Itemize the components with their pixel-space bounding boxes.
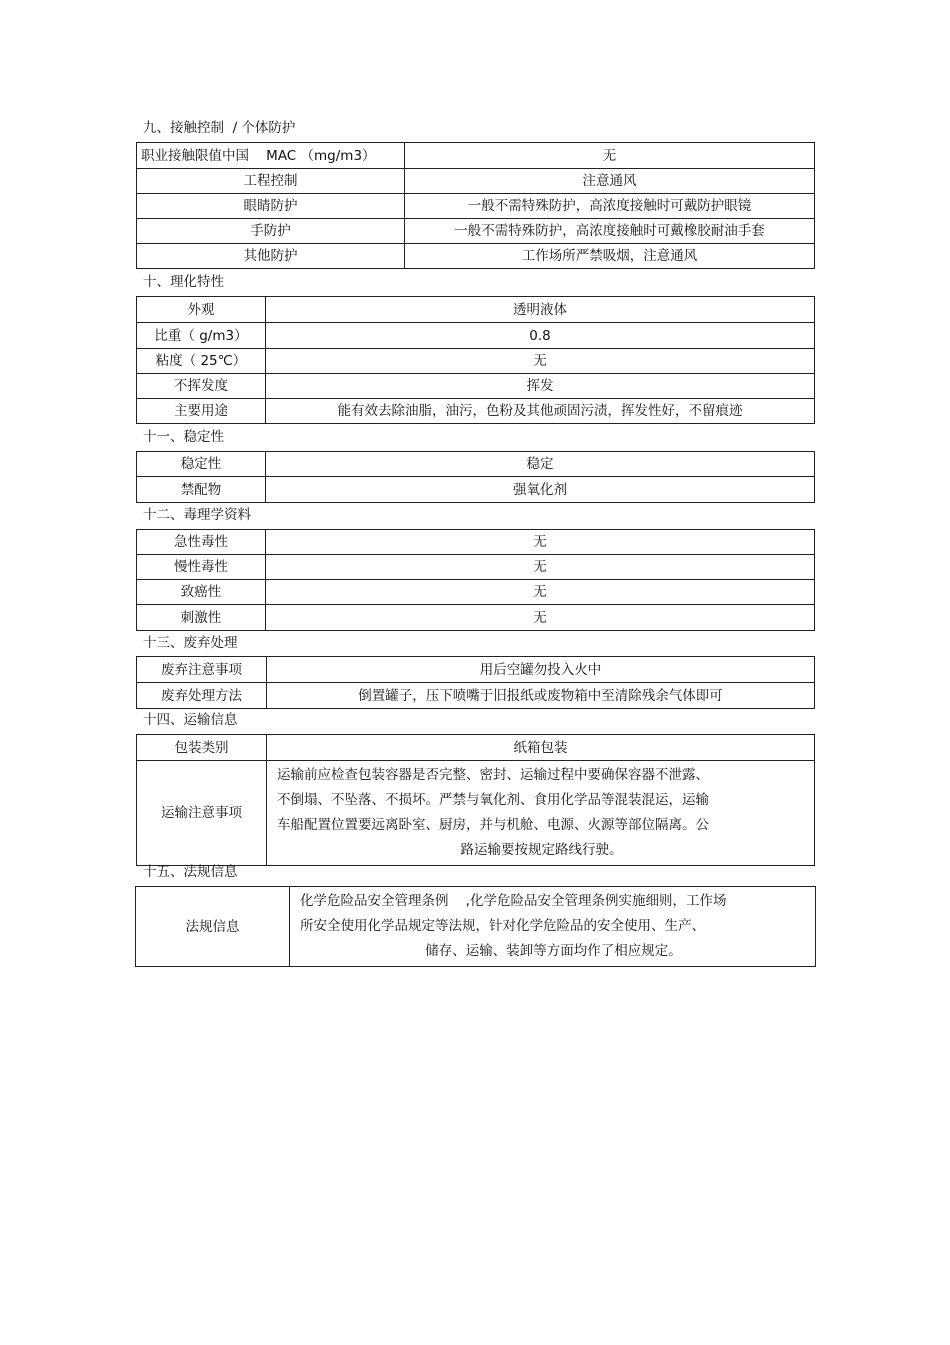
section-title-disposal: 十三、废弃处理 (143, 635, 238, 651)
physical-chemical-table (136, 296, 815, 424)
transport-table (136, 734, 815, 866)
text-line: 车船配置位置要远离卧室、厨房，并与机舱、电源、火源等部位隔离。公 (277, 817, 709, 833)
row-value: 无 (405, 143, 815, 169)
contact-control-table (136, 142, 815, 269)
text-line: 运输前应检查包装容器是否完整、密封、运输过程中要确保容器不泄露、 (277, 767, 709, 783)
row-label: 致癌性 (137, 580, 266, 605)
stability-table (136, 451, 815, 503)
section-title-regulations: 十五、法规信息 (143, 864, 238, 880)
row-label: 刺激性 (137, 605, 266, 631)
row-label: 工程控制 (137, 169, 405, 194)
row-label: 急性毒性 (137, 530, 266, 555)
section-title-physical-chemical: 十、理化特性 (143, 274, 224, 290)
table-row (137, 530, 815, 555)
row-label: 职业接触限值中国 MAC （mg/m3） (137, 143, 405, 169)
row-value: 一般不需特殊防护，高浓度接触时可戴橡胶耐油手套 (405, 219, 815, 244)
table-row (137, 297, 815, 323)
row-value: 稳定 (266, 452, 815, 477)
row-label: 手防护 (137, 219, 405, 244)
table-row (137, 452, 815, 477)
row-label: 慢性毒性 (137, 555, 266, 580)
row-label: 包装类别 (137, 735, 267, 761)
row-label: 废弃注意事项 (137, 657, 267, 683)
table-row (136, 887, 816, 967)
section-title-contact-control: 九、接触控制 / 个体防护 (143, 120, 296, 136)
row-value-multiline (267, 761, 815, 866)
row-label: 粘度（ 25℃） (137, 349, 266, 374)
row-value: 透明液体 (266, 297, 815, 323)
row-value-multiline (290, 887, 816, 967)
row-value: 0.8 (266, 323, 815, 349)
row-value: 无 (266, 555, 815, 580)
row-label: 主要用途 (137, 399, 266, 424)
table-row (137, 169, 815, 194)
disposal-table (136, 656, 815, 709)
row-value: 挥发 (266, 374, 815, 399)
table-row (137, 477, 815, 503)
toxicology-table (136, 529, 815, 631)
row-label: 稳定性 (137, 452, 266, 477)
row-value: 用后空罐勿投入火中 (267, 657, 815, 683)
table-row (137, 374, 815, 399)
row-value: 无 (266, 605, 815, 631)
row-value: 强氧化剂 (266, 477, 815, 503)
row-label: 外观 (137, 297, 266, 323)
text-line: 储存、运输、装卸等方面均作了相应规定。 (425, 943, 682, 959)
row-value: 倒置罐子，压下喷嘴于旧报纸或废物箱中至清除残余气体即可 (267, 683, 815, 709)
text-line: 化学危险品安全管理条例 ,化学危险品安全管理条例实施细则，工作场 (300, 893, 727, 909)
table-row (137, 399, 815, 424)
table-row (137, 194, 815, 219)
section-title-toxicology: 十二、毒理学资料 (143, 507, 251, 523)
table-row (137, 349, 815, 374)
row-label: 运输注意事项 (137, 761, 267, 866)
table-row (137, 683, 815, 709)
row-value: 能有效去除油脂，油污，色粉及其他顽固污渍，挥发性好，不留痕迹 (266, 399, 815, 424)
row-value: 无 (266, 530, 815, 555)
row-value: 无 (266, 580, 815, 605)
table-row (137, 143, 815, 169)
section-title-transport: 十四、运输信息 (143, 712, 238, 728)
table-row (137, 605, 815, 631)
row-label: 眼睛防护 (137, 194, 405, 219)
table-row (137, 555, 815, 580)
row-label: 禁配物 (137, 477, 266, 503)
row-value: 一般不需特殊防护，高浓度接触时可戴防护眼镜 (405, 194, 815, 219)
text-line: 路运输要按规定路线行驶。 (460, 842, 623, 858)
row-value: 纸箱包装 (267, 735, 815, 761)
table-row (137, 580, 815, 605)
text-line: 不倒塌、不坠落、不损坏。严禁与氧化剂、食用化学品等混装混运，运输 (277, 792, 709, 808)
row-label: 法规信息 (136, 887, 290, 967)
table-row (137, 735, 815, 761)
table-row (137, 244, 815, 269)
text-line: 所安全使用化学品规定等法规，针对化学危险品的安全使用、生产、 (300, 918, 705, 934)
table-row (137, 657, 815, 683)
table-row (137, 761, 815, 866)
row-label: 废弃处理方法 (137, 683, 267, 709)
row-label: 比重（ g/m3） (137, 323, 266, 349)
row-value: 无 (266, 349, 815, 374)
section-title-stability: 十一、稳定性 (143, 429, 224, 445)
row-value: 工作场所严禁吸烟，注意通风 (405, 244, 815, 269)
table-row (137, 323, 815, 349)
table-row (137, 219, 815, 244)
regulations-table (135, 886, 816, 967)
row-label: 其他防护 (137, 244, 405, 269)
row-value: 注意通风 (405, 169, 815, 194)
row-label: 不挥发度 (137, 374, 266, 399)
